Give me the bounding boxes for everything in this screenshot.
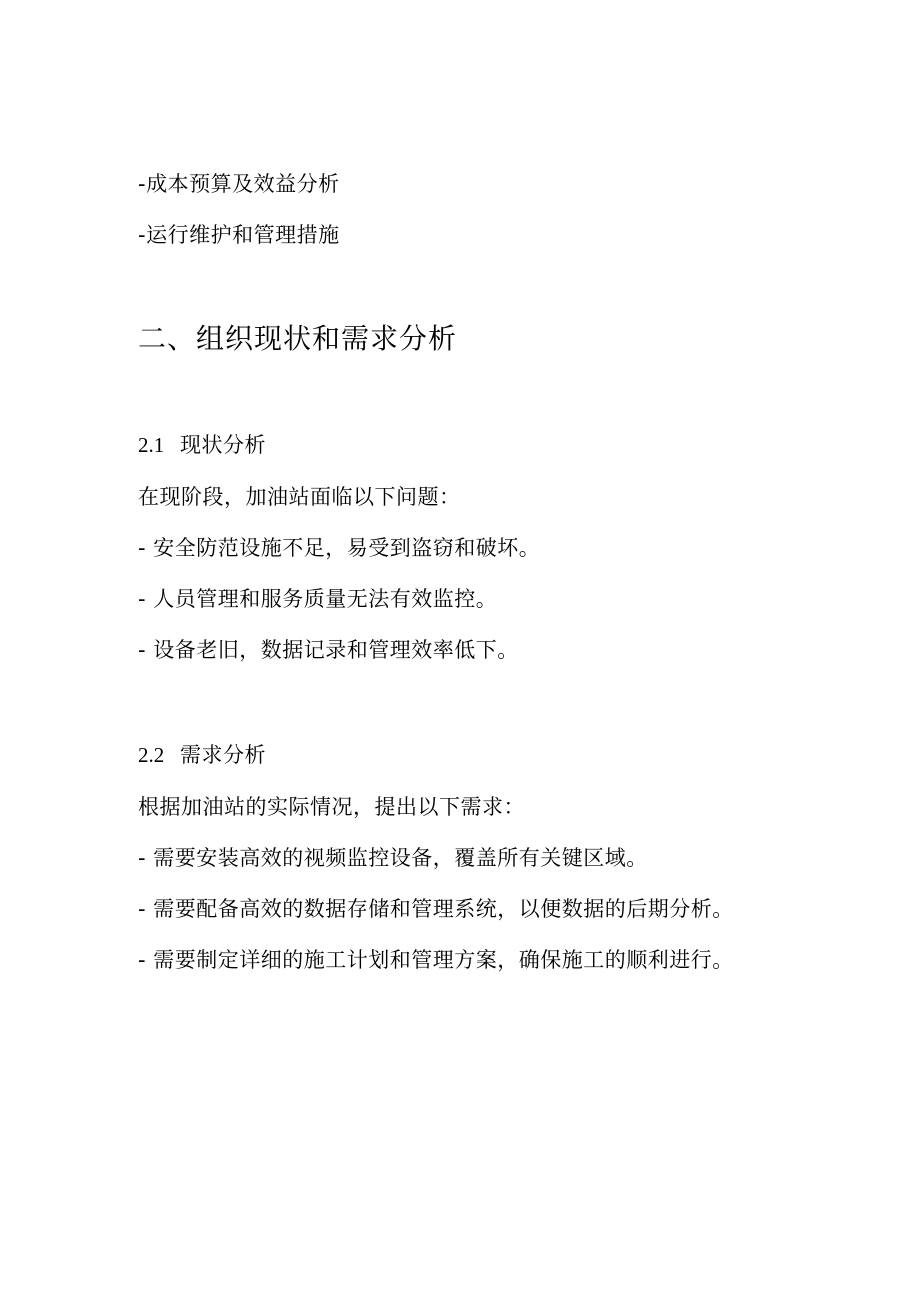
list-item: - 需要配备高效的数据存储和管理系统，以便数据的后期分析。 — [138, 897, 734, 921]
list-item: - 安全防范设施不足，易受到盗窃和破坏。 — [138, 536, 541, 560]
intro-item-maintenance: -运行维护和管理措施 — [138, 223, 340, 247]
subsection-number: 2.1 — [138, 433, 165, 457]
paragraph-intro: 在现阶段，加油站面临以下问题： — [138, 485, 461, 509]
list-item: - 设备老旧，数据记录和管理效率低下。 — [138, 638, 519, 662]
intro-item-cost-budget: -成本预算及效益分析 — [138, 172, 340, 196]
paragraph-intro: 根据加油站的实际情况，提出以下需求： — [138, 795, 525, 819]
list-item: - 需要制定详细的施工计划和管理方案，确保施工的顺利进行。 — [138, 948, 734, 972]
subsection-title: 需求分析 — [180, 743, 266, 767]
subsection-title: 现状分析 — [180, 433, 266, 457]
subsection-heading-2-1 — [138, 430, 266, 460]
section-heading: 二、组织现状和需求分析 — [138, 322, 458, 355]
subsection-heading-2-2 — [138, 740, 266, 770]
list-item: - 需要安装高效的视频监控设备，覆盖所有关键区域。 — [138, 846, 648, 870]
subsection-number: 2.2 — [138, 743, 165, 767]
list-item: - 人员管理和服务质量无法有效监控。 — [138, 587, 498, 611]
